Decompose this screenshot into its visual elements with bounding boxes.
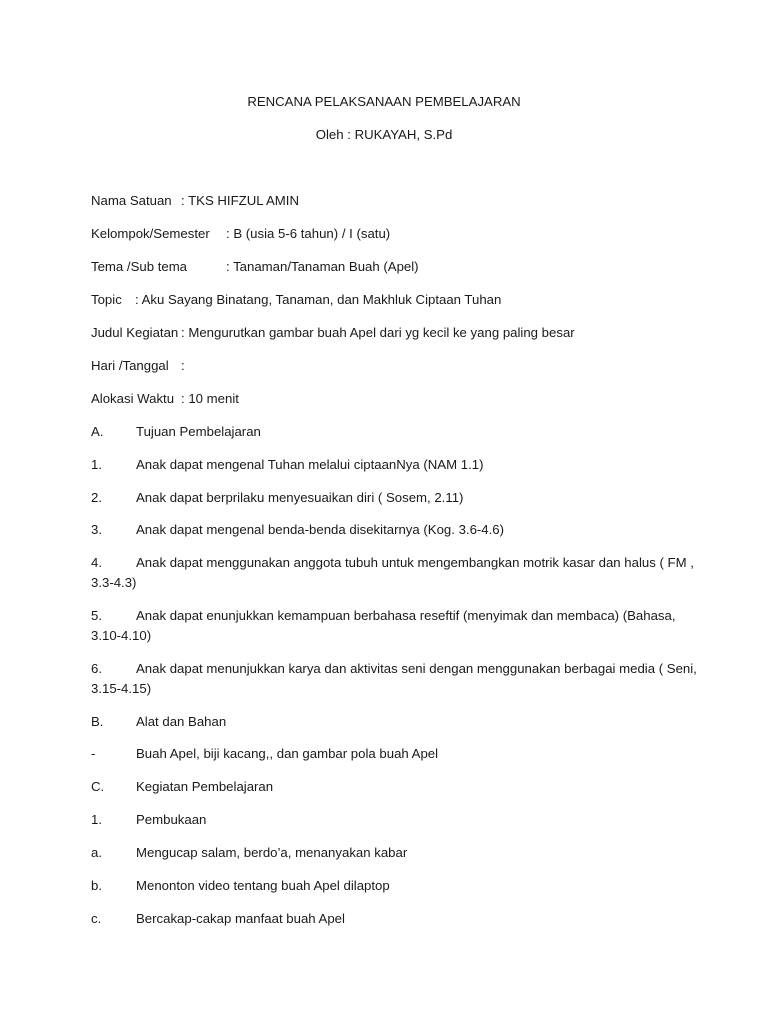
list-item-text: Anak dapat enunjukkan kemampuan berbahasa reseftif (menyimak dan membaca) (Bahasa,: [136, 608, 676, 623]
list-item-text: Anak dapat mengenal benda-benda disekitarnya (Kog. 3.6-4.6): [136, 522, 505, 537]
section-b-title: Alat dan Bahan: [136, 714, 227, 729]
list-item-text: Mengucap salam, berdo’a, menanyakan kabar: [136, 845, 408, 860]
section-a-title: Tujuan Pembelajaran: [136, 424, 261, 439]
subsection-title: Pembukaan: [136, 812, 207, 827]
kelompok-value: : B (usia 5-6 tahun) / I (satu): [226, 226, 391, 241]
judul-value: : Mengurutkan gambar buah Apel dari yg kecil ke yang paling besar: [181, 325, 575, 340]
list-item-marker: 2.: [91, 490, 102, 505]
subsection-marker: 1.: [91, 812, 102, 827]
hari-value: :: [181, 358, 185, 373]
nama-satuan-label: Nama Satuan: [91, 193, 172, 208]
list-item-text: Buah Apel, biji kacang,, dan gambar pola buah Apel: [136, 746, 439, 761]
alokasi-value: : 10 menit: [181, 391, 239, 406]
list-item-text: Anak dapat mengenal Tuhan melalui ciptaanNya (NAM 1.1): [136, 457, 484, 472]
topic-value: : Aku Sayang Binatang, Tanaman, dan Makhluk Ciptaan Tuhan: [135, 292, 502, 307]
list-item-continuation: 3.3-4.3): [91, 575, 137, 590]
alokasi-label: Alokasi Waktu: [91, 391, 175, 406]
list-item-text: Anak dapat menggunakan anggota tubuh untuk mengembangkan motrik kasar dan halus ( FM ,: [136, 555, 694, 570]
tema-label: Tema /Sub tema: [91, 259, 188, 274]
section-a-marker: A.: [91, 424, 104, 439]
list-item-text: Menonton video tentang buah Apel dilaptop: [136, 878, 390, 893]
list-item-marker: a.: [91, 845, 102, 860]
nama-satuan-value: : TKS HIFZUL AMIN: [181, 193, 299, 208]
list-item-continuation: 3.10-4.10): [91, 628, 152, 643]
list-item-text: Anak dapat berprilaku menyesuaikan diri ( Sosem, 2.11): [136, 490, 464, 505]
list-item-marker: -: [91, 746, 96, 761]
list-item-marker: 6.: [91, 661, 102, 676]
list-item-continuation: 3.15-4.15): [91, 681, 152, 696]
judul-label: Judul Kegiatan: [91, 325, 179, 340]
kelompok-label: Kelompok/Semester: [91, 226, 210, 241]
list-item-marker: b.: [91, 878, 102, 893]
section-b-marker: B.: [91, 714, 104, 729]
list-item-text: Bercakap-cakap manfaat buah Apel: [136, 911, 345, 926]
list-item-marker: c.: [91, 911, 102, 926]
list-item-marker: 1.: [91, 457, 102, 472]
document-title: RENCANA PELAKSANAAN PEMBELAJARAN: [247, 94, 521, 109]
section-c-title: Kegiatan Pembelajaran: [136, 779, 274, 794]
document-author: Oleh : RUKAYAH, S.Pd: [315, 127, 453, 142]
section-c-marker: C.: [91, 779, 105, 794]
hari-label: Hari /Tanggal: [91, 358, 169, 373]
list-item-marker: 4.: [91, 555, 102, 570]
list-item-marker: 5.: [91, 608, 102, 623]
list-item-text: Anak dapat menunjukkan karya dan aktivitas seni dengan menggunakan berbagai media ( Seni,: [136, 661, 697, 676]
list-item-marker: 3.: [91, 522, 102, 537]
tema-value: : Tanaman/Tanaman Buah (Apel): [226, 259, 419, 274]
topic-label: Topic: [91, 292, 122, 307]
